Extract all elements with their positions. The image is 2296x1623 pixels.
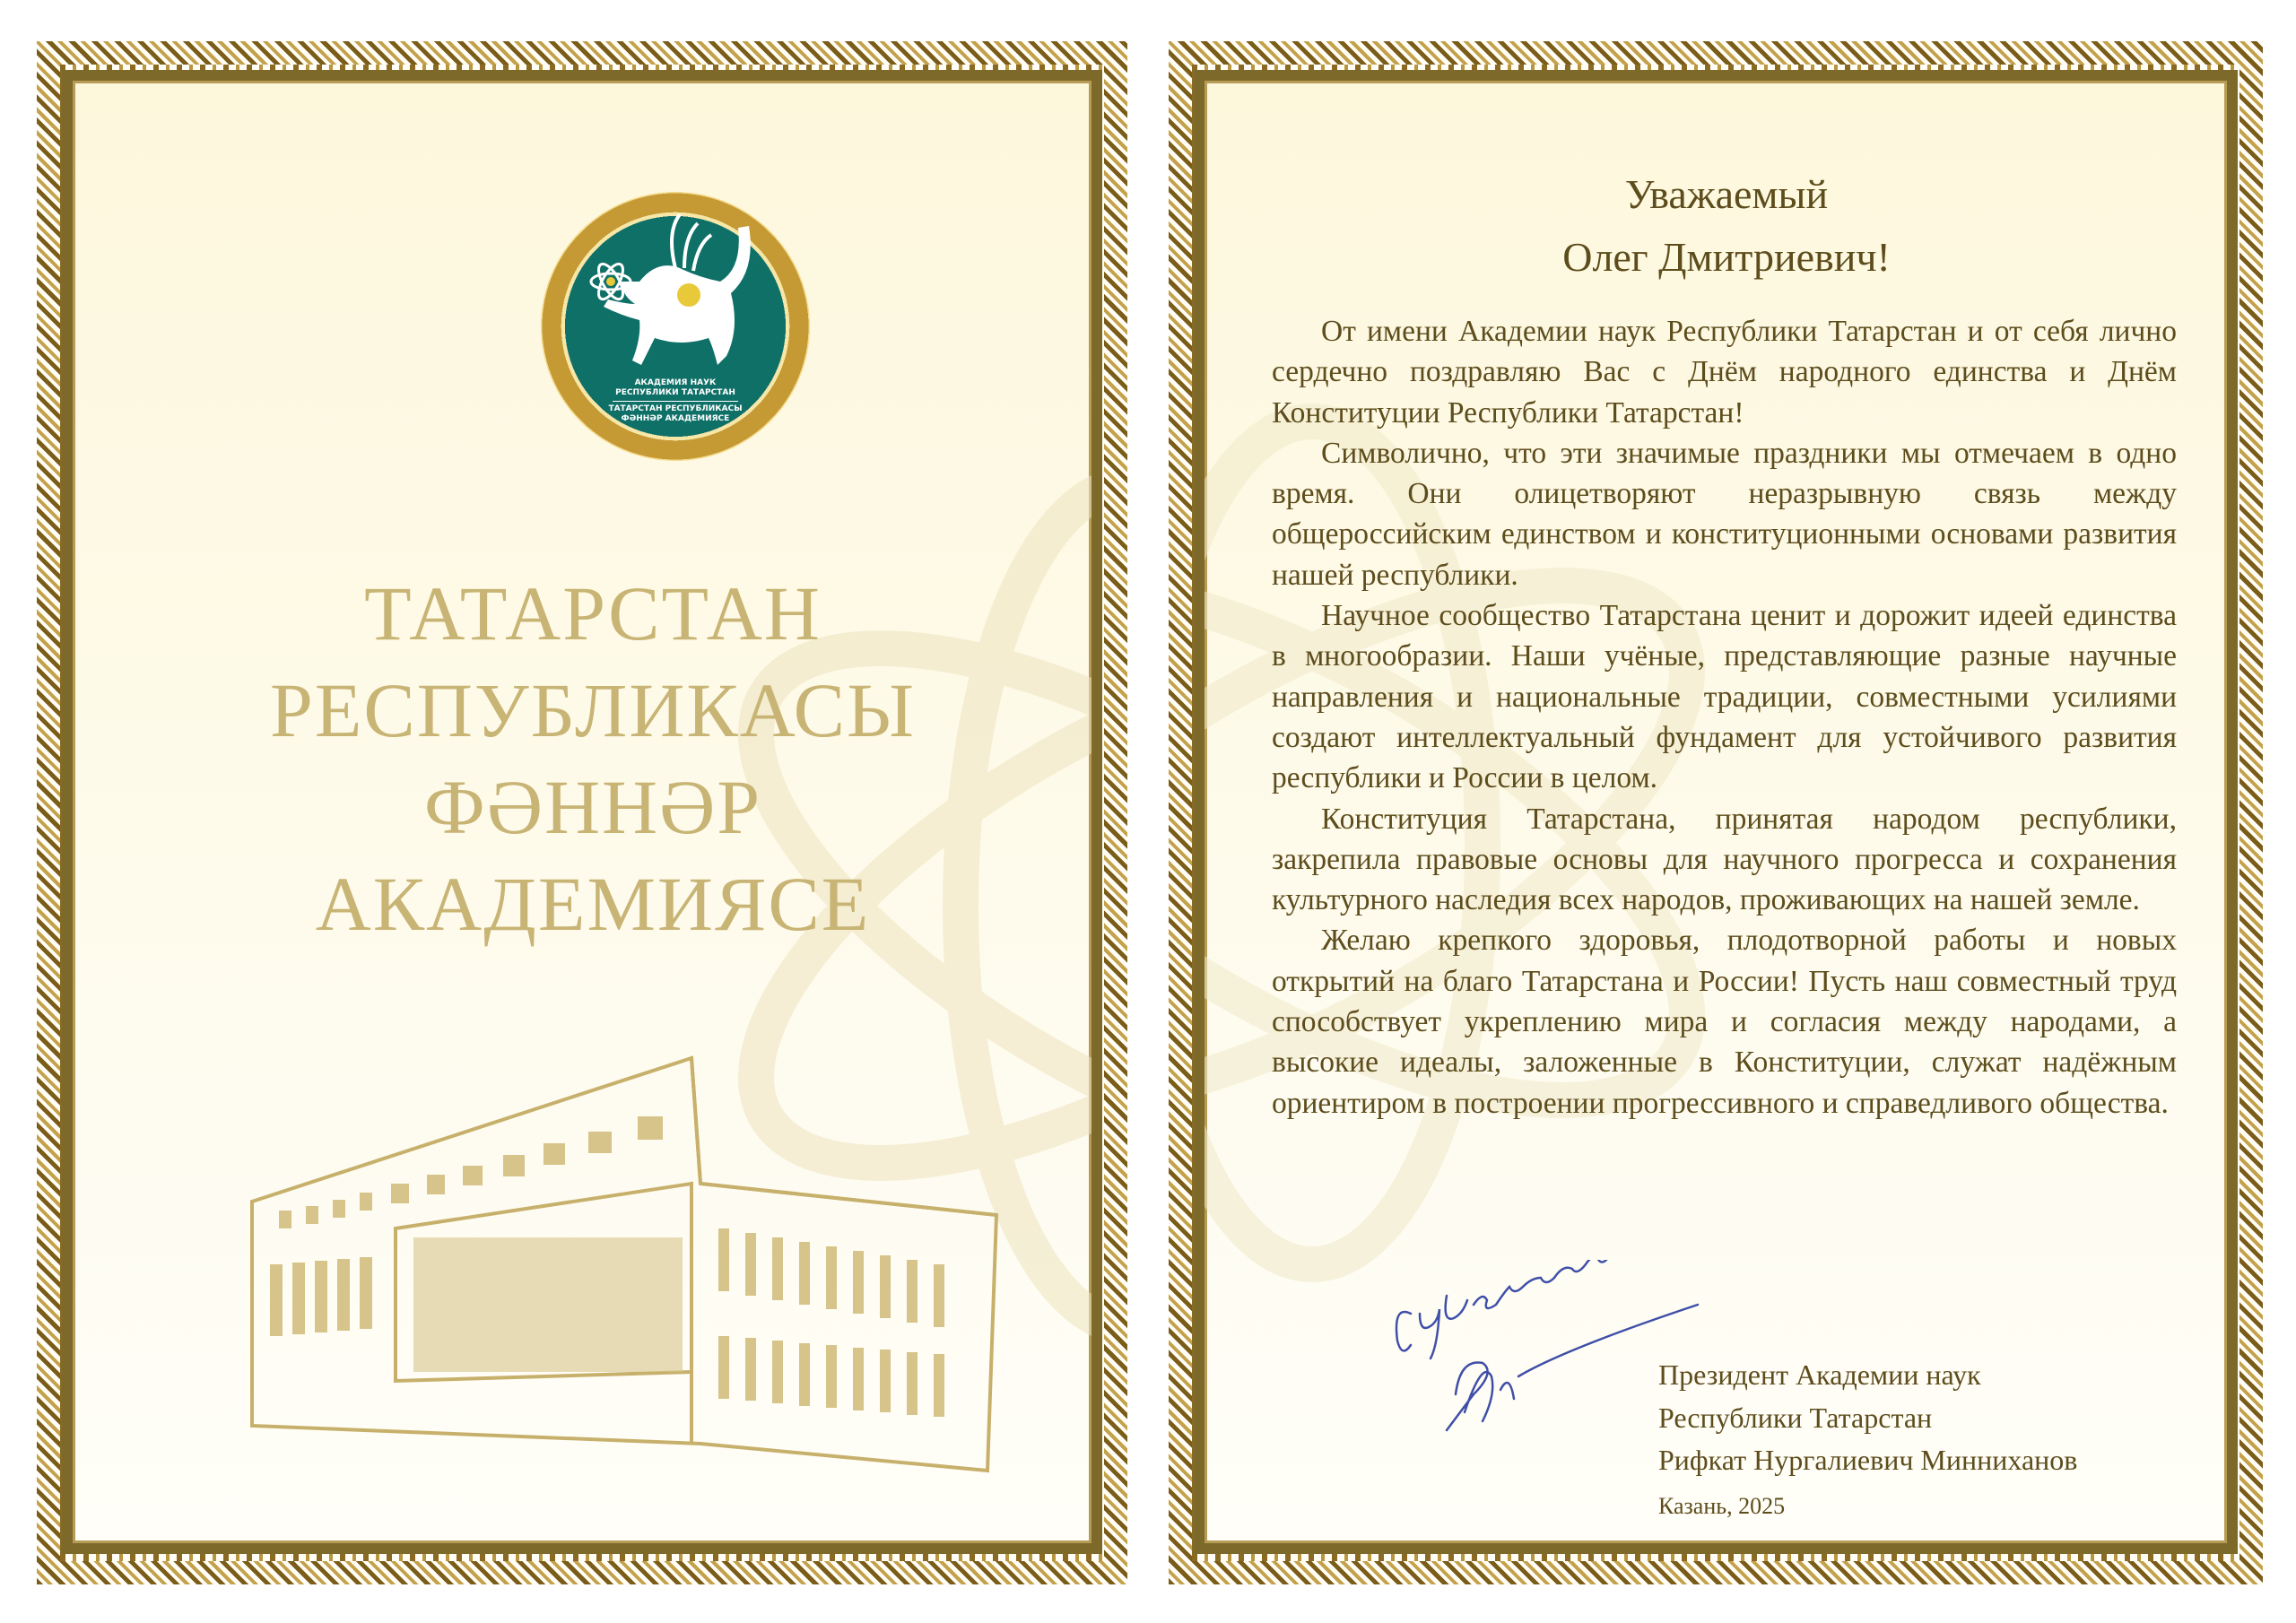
inner-frame <box>1194 70 2238 1554</box>
cover-page <box>37 41 1127 1584</box>
paragraph: Символично, что эти значимые праздники мы отмечаем в одно время. Они олицетворяют неразрывную связь между общероссийским единством и конституционными основами развития нашей республики. <box>1272 436 2177 592</box>
logo-text-tatar: ТАТАРСТАН РЕСПУБЛИКАСЫ ФӘННӘР АКАДЕМИЯСЕ <box>608 404 743 423</box>
academy-emblem-logo <box>541 192 810 461</box>
title-line: РЕСПУБЛИКАСЫ <box>270 667 916 753</box>
paragraph: От имени Академии наук Республики Татарстан и от себя лично сердечно поздравляю Вас с Днём народного единства и Днём Конституции Республики Татарстан! <box>1272 315 2177 430</box>
paragraph: Научное сообщество Татарстана ценит и дорожит идеей единства в многообразии. Наши учёные, представляющие разные научные направления и национальные традиции, совместными усилиями создают интеллектуальный фундамент для устойчивого развития республики и России в целом. <box>1272 599 2177 795</box>
academy-building-illustration <box>243 1049 1014 1480</box>
signer-title: Республики Татарстан <box>1658 1401 1933 1434</box>
paragraph: Желаю крепкого здоровья, плодотворной работы и новых открытий на благо Татарстана и России! Пусть наш совместный труд способствует укреплению мира и согласия между народами, а высокие идеалы, заложенные в Конституции, служат надёжным ориентиром в построении прогрессивного и справедливого общества. <box>1272 924 2177 1120</box>
logo-divider <box>613 401 738 402</box>
greeting-line: Уважаемый <box>1624 171 1829 217</box>
title-line: ТАТАРСТАН <box>364 570 822 656</box>
paragraph: Конституция Татарстана, принятая народом республики, закрепила правовые основы для научного прогресса и сохранения культурного наследия всех народов, проживающих на нашей земле. <box>1272 802 2177 917</box>
place-date: Казань, 2025 <box>1658 1493 1786 1519</box>
greeting <box>1205 163 2238 289</box>
signer-title: Президент Академии наук <box>1658 1358 1981 1391</box>
signer-block <box>1658 1354 2077 1482</box>
inner-frame <box>62 70 1102 1554</box>
letter-body <box>1272 311 2177 1124</box>
title-line: ФӘННӘР <box>423 764 762 850</box>
signer-name: Рифкат Нургалиевич Минниханов <box>1658 1444 2078 1476</box>
greeting-line: Олег Дмитриевич! <box>1562 234 1891 280</box>
academy-title <box>73 565 1102 952</box>
logo-text-russian: АКАДЕМИЯ НАУК РЕСПУБЛИКИ ТАТАРСТАН <box>615 378 735 397</box>
letter-page <box>1169 41 2263 1584</box>
title-line: АКАДЕМИЯСЕ <box>315 861 871 947</box>
